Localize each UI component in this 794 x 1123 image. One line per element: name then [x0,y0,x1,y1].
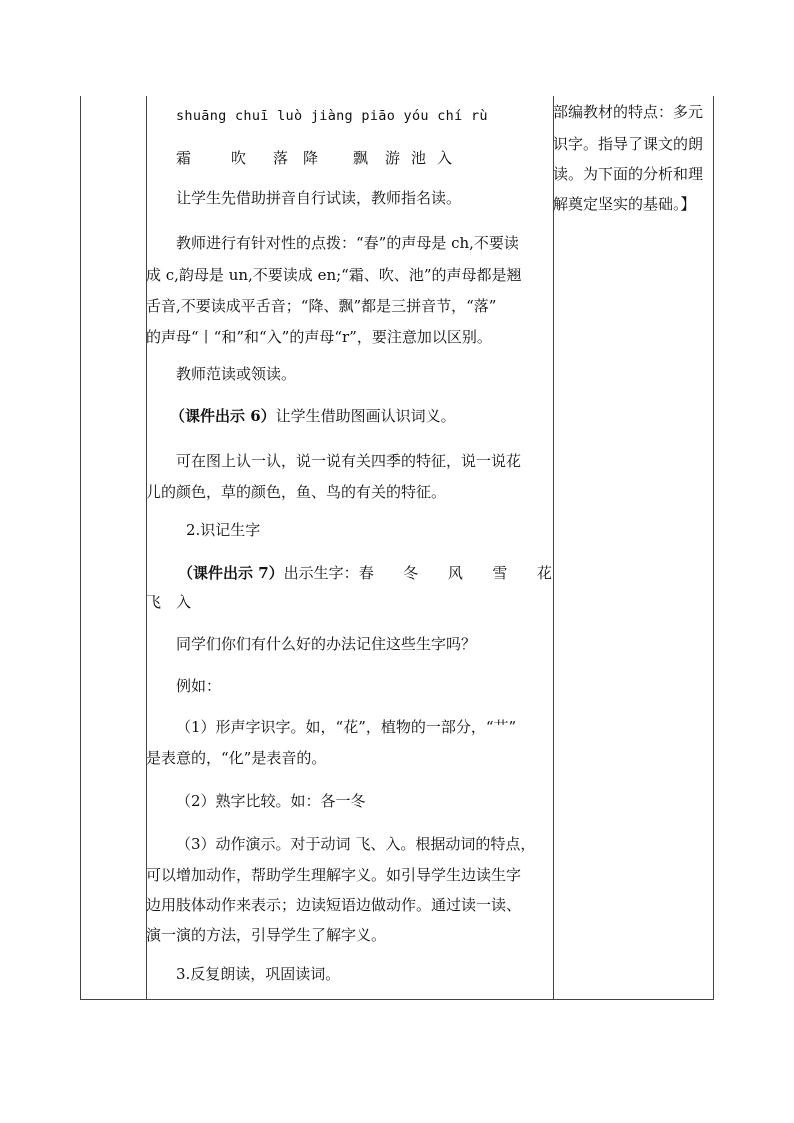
char-1: 霜 [176,149,192,167]
side-note-line-2: 识字。指导了课文的朗 [553,135,704,153]
paragraph-2-line-1: 教师进行有针对性的点拨：“春”的声母是 ch,不要读 [176,234,519,252]
paragraph-2-line-4: 的声母“丨“和”和“入”的声母“r”，要注意加以区别。 [146,328,492,346]
courseware-label-7: （课件出示 7） [178,564,284,582]
char-5: 飘 [353,149,369,167]
char-2: 吹 [231,149,247,167]
column-divider-right [553,96,554,999]
paragraph-3: 教师范读或领读。 [176,365,297,383]
paragraph-11-line-3: 边用肢体动作来表示；边读短语边做动作。通过读一读、 [146,896,522,914]
section-heading-2: 2.识记生字 [186,521,261,539]
paragraph-1: 让学生先借助拼音自行试读，教师指名读。 [176,189,462,207]
paragraph-2-line-2: 成 c,韵母是 un,不要读成 en;“霜、吹、池”的声母都是翘 [146,266,522,284]
paragraph-11-line-1: （3）动作演示。对于动词 飞、入。根据动词的特点， [176,835,536,853]
char-7: 池 [411,149,427,167]
char-4: 降 [303,149,319,167]
courseware-label-6: （课件出示 6） [170,407,276,425]
char-8: 入 [437,149,453,167]
char-3: 落 [273,149,289,167]
paragraph-4: （课件出示 6）让学生借助图画认识词义。 [170,407,456,425]
character-row [176,148,452,168]
paragraph-7: 同学们你们有什么好的办法记住这些生字吗？ [176,635,477,653]
new-characters: 春 冬 风 雪 花 [358,564,552,582]
side-note-line-3: 读。为下面的分析和理 [553,165,704,183]
paragraph-11-line-4: 演一演的方法，引导学生了解字义。 [146,926,387,944]
side-note-line-4: 解奠定坚实的基础。】 [553,195,696,213]
paragraph-6-line-1: （课件出示 7） 出示生字： 春 冬 风 雪 花 [178,564,552,582]
column-divider-left [146,96,147,999]
paragraph-5-line-1: 可在图上认一认，说一说有关四季的特征，说一说花 [176,452,522,470]
pinyin-row: shuāng chuī luò jiàng piāo yóu chí rù [176,108,488,124]
paragraph-9-line-2: 是表意的，“化”是表音的。 [146,749,327,767]
paragraph-8: 例如： [176,677,222,695]
char-6: 游 [385,149,401,167]
paragraph-9-line-1: （1）形声字识字。如，“花”，植物的一部分，“艹” [176,718,517,736]
side-note-line-1: 部编教材的特点：多元 [553,103,704,121]
paragraph-6-line-2: 飞 入 [146,593,192,611]
paragraph-2-line-3: 舌音,不要读成平舌音；“降、飘”都是三拼音节，“落” [146,297,497,315]
section-heading-3: 3.反复朗读，巩固读词。 [176,965,341,983]
paragraph-5-line-2: 儿的颜色，草的颜色，鱼、鸟的有关的特征。 [146,483,447,501]
paragraph-10: （2）熟字比较。如：各一冬 [176,792,366,810]
paragraph-11-line-2: 可以增加动作，帮助学生理解字义。如引导学生边读生字 [146,866,522,884]
